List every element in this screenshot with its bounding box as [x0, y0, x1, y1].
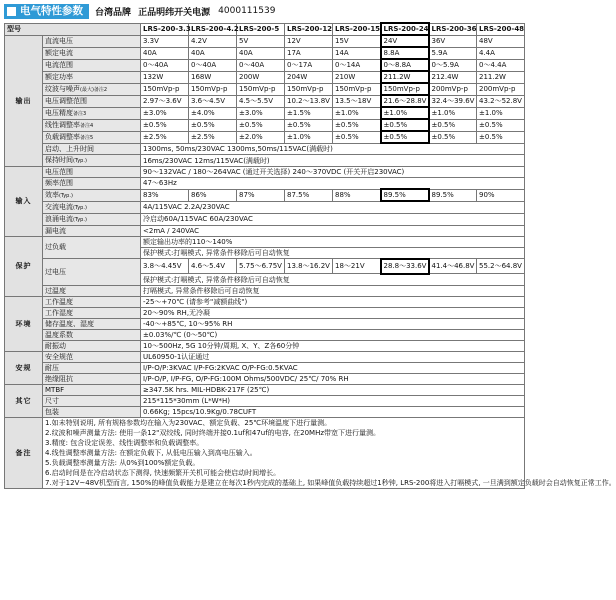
model-header: LRS-200-5 — [237, 23, 285, 35]
model-label: 型号 — [5, 23, 141, 35]
value-cell: 200mVp-p — [477, 83, 525, 95]
value-cell: 90% — [477, 189, 525, 201]
table-row — [5, 59, 525, 71]
value-cell: ±0.5% — [381, 119, 429, 131]
notes-cell — [43, 417, 616, 488]
row-label — [43, 131, 141, 143]
value-cell: ±0.5% — [381, 131, 429, 143]
model-header: LRS-200-24 — [381, 23, 429, 35]
value-cell: 0～4.4A — [477, 59, 525, 71]
table-row — [5, 155, 525, 167]
value-cell: 13.5～18V — [333, 95, 381, 107]
value-cell: 5V — [237, 35, 285, 47]
value-cell: -25～+70℃ (请参考"减额曲线") — [141, 296, 525, 307]
value-cell: ±0.5% — [285, 119, 333, 131]
value-cell: 0～40A — [141, 59, 189, 71]
row-label: 耐压 — [43, 362, 141, 373]
row-label: 电压范围 — [43, 167, 141, 178]
value-cell: 211.2W — [381, 71, 429, 83]
value-cell: 32.4～39.6V — [429, 95, 477, 107]
row-label — [43, 189, 141, 201]
value-cell: ±2.0% — [237, 131, 285, 143]
value-cell: ±1.0% — [285, 131, 333, 143]
value-cell: 150mVp-p — [189, 83, 237, 95]
value-cell: 150mVp-p — [333, 83, 381, 95]
group-label-protection: 保护 — [5, 236, 43, 296]
value-cell: 200W — [237, 71, 285, 83]
group-label-input: 输入 — [5, 167, 43, 237]
row-label — [43, 201, 141, 213]
value-cell: I/P-O/P:3KVAC I/P-FG:2KVAC O/P-FG:0.5KVAC — [141, 362, 525, 373]
value-cell: ±0.5% — [141, 119, 189, 131]
table-row — [5, 47, 525, 59]
value-cell: 10～500Hz, 5G 10分钟/周期, X、Y、Z各60分钟 — [141, 340, 525, 351]
table-row — [5, 71, 525, 83]
group-label-safety: 安规 — [5, 351, 43, 384]
row-label: 储存温度、湿度 — [43, 318, 141, 329]
value-cell: 204W — [285, 71, 333, 83]
value-cell: 210W — [333, 71, 381, 83]
row-label — [43, 213, 141, 225]
table-row — [5, 178, 525, 190]
section-title: 电气特性参数 — [20, 4, 83, 17]
value-cell: 5.75～6.75V — [237, 259, 285, 274]
note-line: 3.精度: 包含设定误差、线性调整率和负载调整率。 — [45, 438, 204, 447]
table-row — [5, 307, 525, 318]
table-row — [5, 417, 525, 488]
row-label-text: 交流电流 — [45, 202, 73, 211]
table-row — [5, 259, 525, 274]
note-line: 2.纹波和噪声测量方法: 使用一条12"双绞线, 同时终端并接0.1uf和47uf的电容, 在20MHz带宽下进行量测。 — [45, 428, 381, 437]
value-cell: 83% — [141, 189, 189, 201]
row-label: 过负载 — [43, 236, 141, 259]
value-cell: ±0.5% — [429, 131, 477, 143]
value-cell: 0～14A — [333, 59, 381, 71]
note-line: 4.线性调整率测量方法: 在额定负载下, 从低电压输入到高电压输入。 — [45, 448, 257, 457]
note-line: 7.对于12V~48V机型而言, 150%的峰值负载能力是建立在每次1秒内完成的基础上, 如果峰值负载持续超过1秒钟, LRS-200将进入打嗝模式, 一旦满到额定负载时会自动恢复正常工作。 — [45, 478, 616, 487]
value-cell: 36V — [429, 35, 477, 47]
row-label-text: 额定功率 — [45, 73, 73, 81]
row-label: 工作湿度 — [43, 307, 141, 318]
value-cell: ±3.0% — [141, 107, 189, 119]
value-cell: ±0.03%/℃ (0～50℃) — [141, 329, 525, 340]
row-label — [43, 71, 141, 83]
value-cell: 24V — [381, 35, 429, 47]
value-cell: UL60950-1认证通过 — [141, 351, 525, 362]
value-cell: 12V — [285, 35, 333, 47]
value-cell: 150mVp-p — [381, 83, 429, 95]
value-cell: 90～132VAC / 180～264VAC (通过开关选择) 240～370VDC (开关开启230VAC) — [141, 167, 525, 178]
table-row — [5, 189, 525, 201]
value-cell: 18～21V — [333, 259, 381, 274]
table-row — [5, 23, 525, 35]
value-cell: 0～40A — [189, 59, 237, 71]
value-cell: 215*115*30mm (L*W*H) — [141, 395, 525, 406]
value-cell: 43.2～52.8V — [477, 95, 525, 107]
value-cell: ±1.0% — [477, 107, 525, 119]
value-cell: 212.4W — [429, 71, 477, 83]
row-label-text: 额定电流 — [45, 49, 73, 57]
value-cell: 48V — [477, 35, 525, 47]
value-cell: 4.2V — [189, 35, 237, 47]
value-cell: 86% — [189, 189, 237, 201]
row-label-text: 效率 — [45, 190, 59, 199]
value-cell: 0～40A — [237, 59, 285, 71]
value-cell: 20～90% RH,无冷凝 — [141, 307, 525, 318]
table-row — [5, 107, 525, 119]
value-cell: 17A — [285, 47, 333, 59]
value-cell: ±1.0% — [381, 107, 429, 119]
value-cell: 15V — [333, 35, 381, 47]
row-label — [43, 155, 141, 167]
row-label — [43, 35, 141, 47]
value-cell: 16ms/230VAC 12ms/115VAC(满载时) — [141, 155, 525, 167]
row-label-text: 电压精度 — [45, 108, 73, 117]
table-row — [5, 351, 525, 362]
row-label — [43, 47, 141, 59]
value-cell: 4A/115VAC 2.2A/230VAC — [141, 201, 525, 213]
row-label: 绝缘阻抗 — [43, 373, 141, 384]
value-cell: 28.8～33.6V — [381, 259, 429, 274]
section-title-tag — [4, 4, 89, 19]
model-header: LRS-200-4.2 — [189, 23, 237, 35]
table-row — [5, 285, 525, 296]
value-cell: 0～17A — [285, 59, 333, 71]
square-bullet-icon — [7, 7, 16, 16]
group-label-notes: 备注 — [5, 417, 43, 488]
row-label-text: 电流范围 — [45, 61, 73, 69]
table-row — [5, 406, 525, 417]
row-label-text: 纹波与噪声 — [45, 84, 80, 93]
value-cell: 150mVp-p — [237, 83, 285, 95]
row-label — [43, 107, 141, 119]
value-cell: 89.5% — [429, 189, 477, 201]
value-cell: 150mVp-p — [285, 83, 333, 95]
brand-text — [95, 5, 214, 18]
value-cell: 保护模式:打嗝模式, 异常条件移除后可自动恢复 — [141, 247, 525, 259]
value-cell: 200mVp-p — [429, 83, 477, 95]
table-row — [5, 329, 525, 340]
table-row — [5, 167, 525, 178]
row-label — [43, 83, 141, 95]
model-header: LRS-200-3.3 — [141, 23, 189, 35]
note-line: 1.如未特别说明, 所有规格参数均在输入为230VAC、额定负载、25℃环境温度下进行量测。 — [45, 418, 332, 427]
table-row — [5, 213, 525, 225]
value-cell: ±1.5% — [285, 107, 333, 119]
value-cell: 55.2～64.8V — [477, 259, 525, 274]
model-header: LRS-200-15 — [333, 23, 381, 35]
row-label-text: 漏电流 — [45, 226, 66, 235]
row-label-note: (Typ.) — [59, 192, 73, 199]
row-label: 温度系数 — [43, 329, 141, 340]
value-cell: 89.5% — [381, 189, 429, 201]
note-line: 6.启动时间是在冷启动状态下测得, 快速频繁开关机可能会使启动时间增长。 — [45, 468, 281, 477]
value-cell: 3.6～4.5V — [189, 95, 237, 107]
value-cell: ±1.0% — [429, 107, 477, 119]
value-cell: 冷启动60A/115VAC 60A/230VAC — [141, 213, 525, 225]
row-label-note: (最大)备注2 — [80, 86, 108, 93]
table-row — [5, 373, 525, 384]
row-label: 包装 — [43, 406, 141, 417]
value-cell: 21.6～28.8V — [381, 95, 429, 107]
row-label — [43, 95, 141, 107]
row-label-text: 直流电压 — [45, 37, 73, 45]
table-row — [5, 384, 525, 395]
spec-table — [4, 22, 616, 489]
value-cell: ±1.0% — [333, 107, 381, 119]
model-header: LRS-200-48 — [477, 23, 525, 35]
value-cell: 打嗝模式, 异常条件移除后可自动恢复 — [141, 285, 525, 296]
value-cell: 8.8A — [381, 47, 429, 59]
page-header — [4, 3, 524, 19]
row-label-note: 备注5 — [80, 134, 94, 141]
table-row — [5, 119, 525, 131]
row-label — [43, 59, 141, 71]
row-label: 工作温度 — [43, 296, 141, 307]
group-label-other: 其它 — [5, 384, 43, 417]
value-cell: ±0.5% — [189, 119, 237, 131]
brand-label: 台湾品牌 — [95, 7, 132, 18]
value-cell: 41.4～46.8V — [429, 259, 477, 274]
table-row — [5, 362, 525, 373]
row-label: 启动、上升时间 — [43, 143, 141, 155]
row-label: 过电压 — [43, 259, 141, 286]
value-cell: 87.5% — [285, 189, 333, 201]
value-cell: ±3.0% — [237, 107, 285, 119]
row-label-note: 备注4 — [80, 122, 94, 129]
value-cell: 47～63Hz — [141, 178, 525, 190]
value-cell: 87% — [237, 189, 285, 201]
value-cell: I/P-O/P, I/P-FG, O/P-FG:100M Ohms/500VDC/ 25℃/ 70% RH — [141, 373, 525, 384]
value-cell: 14A — [333, 47, 381, 59]
row-label — [43, 225, 141, 236]
value-cell: ±0.5% — [477, 119, 525, 131]
value-cell: 4.6～5.4V — [189, 259, 237, 274]
value-cell: 40A — [141, 47, 189, 59]
value-cell: 13.8～16.2V — [285, 259, 333, 274]
row-label: MTBF — [43, 384, 141, 395]
value-cell: ±2.5% — [141, 131, 189, 143]
row-label: 过温度 — [43, 285, 141, 296]
value-cell: 额定输出功率的110～140% — [141, 236, 525, 247]
phone-number: 4000111539 — [218, 6, 276, 16]
value-cell: ±0.5% — [429, 119, 477, 131]
value-cell: ±0.5% — [333, 131, 381, 143]
value-cell: ≥347.5K hrs. MIL-HDBK-217F (25℃) — [141, 384, 525, 395]
value-cell: 40A — [189, 47, 237, 59]
table-row — [5, 95, 525, 107]
row-label-text: 保持时间 — [45, 156, 73, 164]
row-label-text: 线性调整率 — [45, 120, 80, 129]
table-row — [5, 236, 525, 247]
table-row — [5, 318, 525, 329]
value-cell: 2.97～3.6V — [141, 95, 189, 107]
row-label: 尺寸 — [43, 395, 141, 406]
row-label-text: 电压调整范围 — [45, 97, 87, 105]
value-cell: ±2.5% — [189, 131, 237, 143]
row-label: 安全规范 — [43, 351, 141, 362]
table-row — [5, 83, 525, 95]
value-cell: ±0.5% — [237, 119, 285, 131]
table-row — [5, 131, 525, 143]
table-row — [5, 340, 525, 351]
row-label — [43, 119, 141, 131]
row-label: 频率范围 — [43, 178, 141, 190]
value-cell: ±0.5% — [477, 131, 525, 143]
group-label-environment: 环境 — [5, 296, 43, 351]
value-cell: 3.3V — [141, 35, 189, 47]
value-cell: 保护模式:打嗝模式, 异常条件移除后可自动恢复 — [141, 274, 525, 286]
table-row — [5, 225, 525, 236]
value-cell: 5.9A — [429, 47, 477, 59]
table-row — [5, 296, 525, 307]
row-label-text: 浪涌电流 — [45, 214, 73, 223]
group-label-output: 输出 — [5, 35, 43, 167]
model-header: LRS-200-36 — [429, 23, 477, 35]
value-cell: 211.2W — [477, 71, 525, 83]
value-cell: 168W — [189, 71, 237, 83]
value-cell: 40A — [237, 47, 285, 59]
value-cell: 0～5.9A — [429, 59, 477, 71]
value-cell: <2mA / 240VAC — [141, 225, 525, 236]
value-cell: -40～+85℃, 10～95% RH — [141, 318, 525, 329]
table-row — [5, 395, 525, 406]
row-label-note: 备注3 — [73, 110, 87, 117]
value-cell: 3.8～4.45V — [141, 259, 189, 274]
table-row — [5, 143, 525, 155]
table-row — [5, 201, 525, 213]
row-label: 耐振动 — [43, 340, 141, 351]
note-line: 5.负载调整率测量方法: 从0%到100%额定负载。 — [45, 458, 200, 467]
row-label-text: 负载调整率 — [45, 132, 80, 141]
genuine-label: 正品明纬开关电源 — [138, 7, 211, 18]
value-cell: 150mVp-p — [141, 83, 189, 95]
row-label-note: (Typ.) — [73, 216, 87, 223]
table-row — [5, 35, 525, 47]
value-cell: 10.2～13.8V — [285, 95, 333, 107]
model-header: LRS-200-12 — [285, 23, 333, 35]
value-cell: 4.5～5.5V — [237, 95, 285, 107]
value-cell: 1300ms, 50ms/230VAC 1300ms,50ms/115VAC(满载时) — [141, 143, 525, 155]
value-cell: 0～8.8A — [381, 59, 429, 71]
value-cell: 132W — [141, 71, 189, 83]
value-cell: 0.66Kg; 15pcs/10.9Kg/0.78CUFT — [141, 406, 525, 417]
value-cell: ±0.5% — [333, 119, 381, 131]
row-label-note: (Typ.) — [73, 158, 87, 164]
value-cell: ±4.0% — [189, 107, 237, 119]
row-label-note: (Typ.) — [73, 204, 87, 211]
value-cell: 4.4A — [477, 47, 525, 59]
value-cell: 88% — [333, 189, 381, 201]
